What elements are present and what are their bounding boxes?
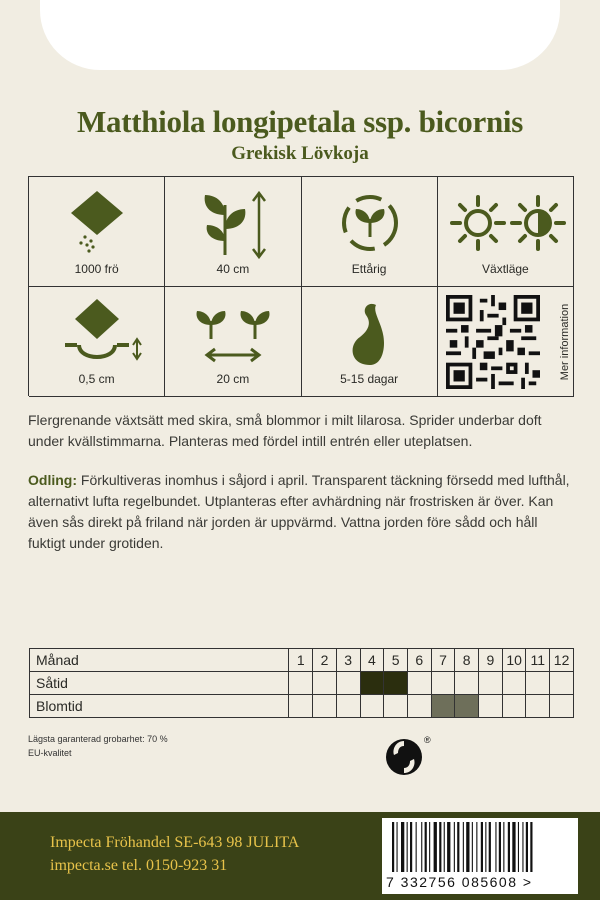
month-3: 3 xyxy=(336,649,360,672)
sow-row-label: Såtid xyxy=(30,672,289,695)
calendar-sow-row xyxy=(30,672,574,695)
sun-halfsun-icon xyxy=(438,185,574,261)
seeds-cell xyxy=(29,177,165,287)
germination-cell xyxy=(302,287,438,397)
fine-print xyxy=(28,732,168,760)
height-label: 40 cm xyxy=(216,262,250,276)
sow-month-4 xyxy=(360,672,384,695)
company-address: Impecta Fröhandel SE-643 98 JULITA xyxy=(50,834,300,851)
sprout-seed-icon xyxy=(302,295,438,371)
month-4: 4 xyxy=(360,649,384,672)
lifecycle-label: Ettårig xyxy=(351,262,387,276)
bloom-month-3 xyxy=(336,695,360,718)
sow-month-8 xyxy=(455,672,479,695)
month-row-label: Månad xyxy=(30,649,289,672)
barcode-bars-icon xyxy=(392,822,568,872)
bloom-month-4 xyxy=(360,695,384,718)
month-7: 7 xyxy=(431,649,455,672)
info-grid xyxy=(28,176,574,396)
germination-note: Lägsta garanterad grobarhet: 70 % xyxy=(28,734,168,744)
bloom-month-12 xyxy=(550,695,574,718)
green-dot-recycling-icon xyxy=(384,733,434,779)
sow-month-3 xyxy=(336,672,360,695)
sowing-calendar xyxy=(29,648,574,718)
lifecycle-cell xyxy=(302,177,438,287)
plant-spacing-icon xyxy=(165,295,301,371)
location-cell xyxy=(438,177,574,287)
sow-month-12 xyxy=(550,672,574,695)
bloom-month-10 xyxy=(502,695,526,718)
sow-month-2 xyxy=(313,672,337,695)
month-1: 1 xyxy=(289,649,313,672)
svg-text:®: ® xyxy=(424,735,431,745)
sow-month-1 xyxy=(289,672,313,695)
seeds-label: 1000 frö xyxy=(74,262,119,276)
bloom-month-9 xyxy=(479,695,503,718)
bloom-month-7 xyxy=(431,695,455,718)
qr-cell[interactable] xyxy=(438,287,574,397)
month-10: 10 xyxy=(502,649,526,672)
sowing-depth-icon xyxy=(29,295,165,371)
month-5: 5 xyxy=(384,649,408,672)
sow-month-6 xyxy=(407,672,431,695)
sow-month-5 xyxy=(384,672,408,695)
page-title: Matthiola longipetala ssp. bicornis xyxy=(77,104,523,139)
month-6: 6 xyxy=(407,649,431,672)
bloom-month-5 xyxy=(384,695,408,718)
month-11: 11 xyxy=(526,649,550,672)
sow-month-10 xyxy=(502,672,526,695)
bloom-month-6 xyxy=(407,695,431,718)
calendar-bloom-row xyxy=(30,695,574,718)
hanger-cutout xyxy=(40,0,560,70)
depth-label: 0,5 cm xyxy=(78,372,115,386)
sow-month-7 xyxy=(431,672,455,695)
month-12: 12 xyxy=(550,649,574,672)
bloom-month-2 xyxy=(313,695,337,718)
quality-note: EU-kvalitet xyxy=(28,748,72,758)
depth-cell xyxy=(29,287,165,397)
sow-month-9 xyxy=(479,672,503,695)
bloom-month-1 xyxy=(289,695,313,718)
month-9: 9 xyxy=(479,649,503,672)
qr-label: Mer information xyxy=(559,303,571,381)
height-cell xyxy=(165,177,301,287)
spacing-label: 20 cm xyxy=(216,372,250,386)
seed-packet-icon xyxy=(29,185,165,261)
page-subtitle: Grekisk Lövkoja xyxy=(231,143,369,164)
bloom-row-label: Blomtid xyxy=(30,695,289,718)
description: Flergrenande växtsätt med skira, små blommor i milt lilarosa. Sprider underbar doft under kvällstimmarna. Planteras med fördel intill entrén eller uteplatsen. xyxy=(28,412,542,449)
plant-height-icon xyxy=(165,185,301,261)
location-label: Växtläge xyxy=(482,262,529,276)
annual-cycle-icon xyxy=(302,185,438,261)
sow-month-11 xyxy=(526,672,550,695)
month-8: 8 xyxy=(455,649,479,672)
qr-code-icon[interactable] xyxy=(446,295,540,389)
bloom-month-11 xyxy=(526,695,550,718)
bloom-month-8 xyxy=(455,695,479,718)
cultivation xyxy=(28,470,576,554)
germination-label: 5-15 dagar xyxy=(340,372,399,386)
barcode xyxy=(382,818,578,894)
calendar-months-row xyxy=(30,649,574,672)
barcode-number: 7 332756 085608 > xyxy=(386,874,533,890)
cultivation-text: Förkultiveras inomhus i såjord i april. Transparent täckning försedd med lufthål, alternativt lufta regelbundet. Utplanteras efter avhärdning när frostrisken är över. Kan även sås direkt på friland när jorden är uppvärmd. Vattna jorden före sådd och håll fuktigt under grotiden. xyxy=(28,472,570,551)
month-2: 2 xyxy=(313,649,337,672)
spacing-cell xyxy=(165,287,301,397)
cultivation-heading: Odling: xyxy=(28,472,77,488)
company-contact: impecta.se tel. 0150-923 31 xyxy=(50,857,228,874)
